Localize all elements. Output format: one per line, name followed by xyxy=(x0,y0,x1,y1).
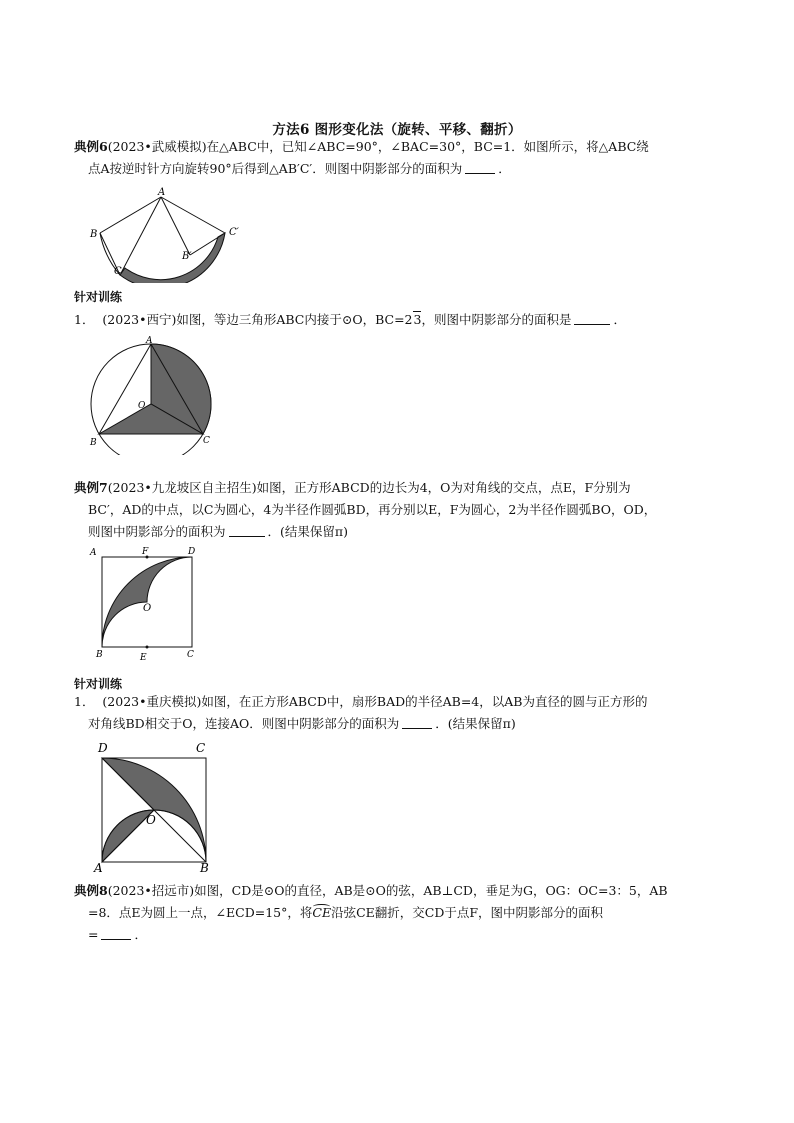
figure-inscribed-triangle xyxy=(82,335,222,455)
answer-blank[interactable] xyxy=(574,312,610,325)
example-7-line2: BC′，AD的中点，以C为圆心，4为半径作圆弧BD，再分别以E，F为圆心，2为半径作圆弧BO，OD， xyxy=(88,502,657,517)
label-C-prime: C′ xyxy=(229,227,239,238)
question-text: 如图，等边三角形ABC内接于⊙O，BC=2 xyxy=(176,312,413,327)
drill-1-text xyxy=(74,309,734,331)
label-B: B xyxy=(90,438,97,448)
question-number: 1． xyxy=(74,694,95,709)
question-line2: 对角线BD相交于O，连接AO．则图中阴影部分的面积为 xyxy=(88,716,400,731)
sqrt-value: 3 xyxy=(413,312,422,327)
example-7-source: (2023•九龙坡区自主招生) xyxy=(107,480,257,495)
label-A: A xyxy=(94,861,103,874)
figure-rotation xyxy=(80,185,260,283)
example-6-label: 典例6 xyxy=(74,139,108,154)
example-7-label: 典例7 xyxy=(74,480,108,495)
answer-blank[interactable] xyxy=(101,927,131,940)
example-8-line2b: 沿弦CE翻折，交CD于点F，图中阴影部分的面积 xyxy=(331,905,604,920)
arc-CE: CE xyxy=(312,905,332,920)
label-C: C xyxy=(196,741,206,755)
example-6-source: (2023•武威模拟) xyxy=(107,139,207,154)
example-6-line1: 在△ABC中，已知∠ABC=90°，∠BAC=30°，BC=1．如图所示，将△ABC绕 xyxy=(206,139,649,154)
label-D: D xyxy=(98,741,108,755)
question-text-2: ，则图中阴影部分的面积是 xyxy=(421,312,572,327)
label-O: O xyxy=(143,603,152,614)
label-A: A xyxy=(158,187,166,198)
figure-square-sector xyxy=(88,736,218,874)
example-8-text xyxy=(74,880,734,946)
answer-blank[interactable] xyxy=(465,161,495,174)
label-C: C xyxy=(114,266,122,277)
question-number: 1． xyxy=(74,312,95,327)
equals-sign: = xyxy=(88,927,99,942)
punct: ． xyxy=(613,312,626,327)
example-6-text xyxy=(74,136,734,180)
question-line1: 如图，在正方形ABCD中，扇形BAD的半径AB=4，以AB为直径的圆与正方形的 xyxy=(201,694,648,709)
example-8-label: 典例8 xyxy=(74,883,108,898)
example-7-line3: 则图中阴影部分的面积为 xyxy=(88,524,226,539)
label-C: C xyxy=(203,436,210,446)
label-B: B xyxy=(200,861,209,874)
example-6-line2: 点A按逆时针方向旋转90°后得到△AB′C′．则图中阴影部分的面积为 xyxy=(88,161,463,176)
drill-heading-2: 针对训练 xyxy=(74,677,123,691)
drill-2-text xyxy=(74,691,734,735)
label-A: A xyxy=(90,548,97,558)
label-C: C xyxy=(187,650,194,660)
label-O: O xyxy=(138,401,146,411)
figure-square-arcs xyxy=(88,543,208,663)
label-D: D xyxy=(188,547,196,557)
example-8-line2: =8．点E为圆上一点，∠ECD=15°，将 xyxy=(88,905,313,920)
example-7-line1: 如图，正方形ABCD的边长为4，O为对角线的交点，点E，F分别为 xyxy=(256,480,631,495)
answer-blank[interactable] xyxy=(229,524,265,537)
label-E: E xyxy=(140,653,147,663)
drill-heading: 针对训练 xyxy=(74,290,123,304)
label-A: A xyxy=(146,336,153,346)
question-source: (2023•重庆模拟) xyxy=(102,694,202,709)
label-B-prime: B′ xyxy=(182,251,192,262)
punct: ． xyxy=(498,161,511,176)
answer-blank[interactable] xyxy=(402,716,432,729)
label-B: B xyxy=(90,229,98,240)
label-F: F xyxy=(142,547,149,557)
example-8-line1: 如图，CD是⊙O的直径，AB是⊙O的弦，AB⊥CD，垂足为G，OG：OC=3：5，AB xyxy=(194,883,668,898)
example-8-source: (2023•招远市) xyxy=(107,883,195,898)
label-B: B xyxy=(96,650,103,660)
question-note: ．(结果保留π) xyxy=(435,716,516,731)
page-title: 方法6 图形变化法（旋转、平移、翻折） xyxy=(272,122,522,138)
label-O: O xyxy=(146,813,156,827)
question-source: (2023•西宁) xyxy=(102,312,177,327)
example-7-text xyxy=(74,477,734,543)
example-7-note: ．(结果保留π) xyxy=(267,524,348,539)
punct: ． xyxy=(134,927,147,942)
